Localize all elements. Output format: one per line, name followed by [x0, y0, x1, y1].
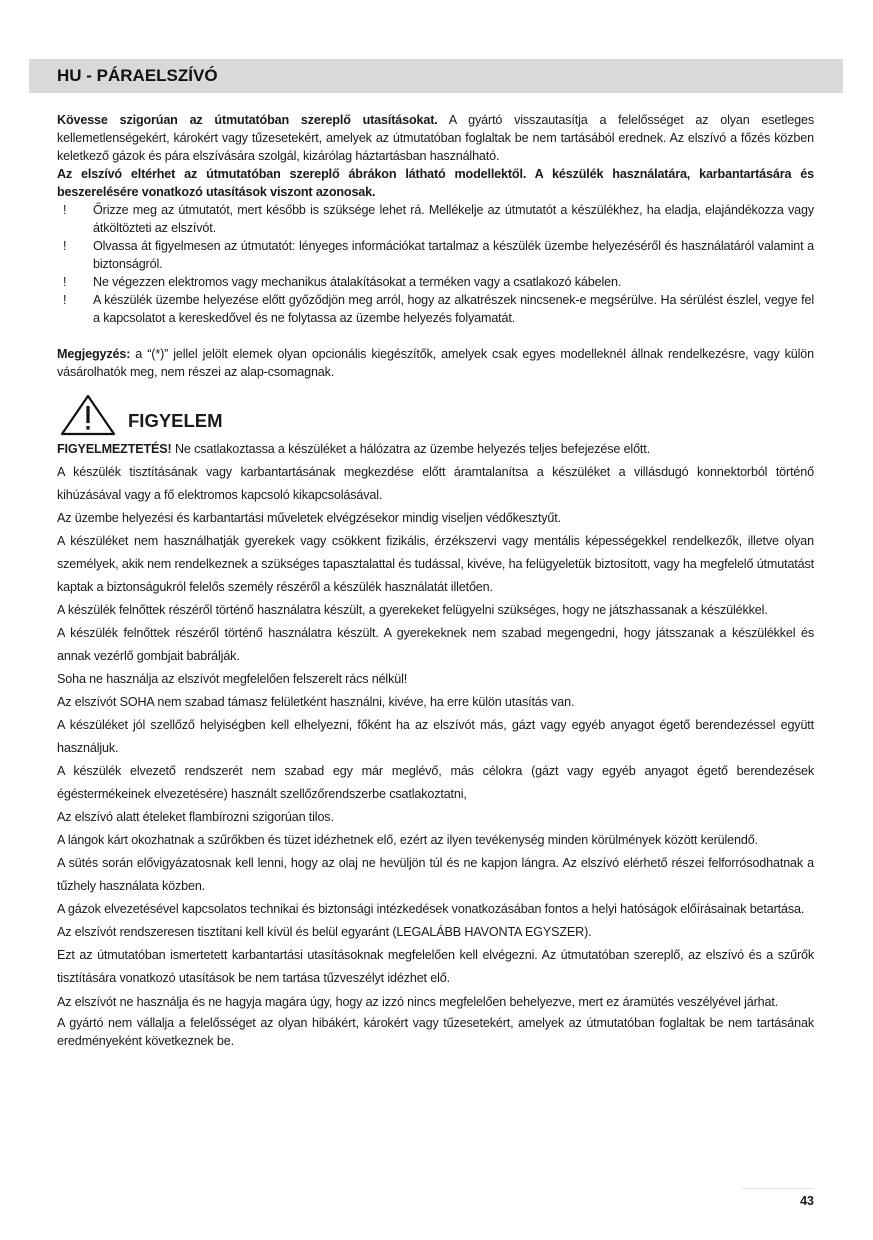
- note-label: Megjegyzés:: [57, 347, 131, 361]
- section-header-bar: [29, 59, 843, 93]
- list-item: [57, 201, 814, 237]
- warning-paragraph: Soha ne használja az elszívót megfelelően felszerelt rács nélkül!: [57, 672, 408, 686]
- list-item-text: Olvassa át figyelmesen az útmutatót: lényeges információkat tartalmaz a készülék üzembe helyezéséről és használatáról valamint a biztonságról.: [93, 239, 814, 271]
- warning-paragraph: A lángok kárt okozhatnak a szűrőkben és tüzet idézhetnek elő, ezért az ilyen tevékenység minden körülmények között kerülendő.: [57, 833, 758, 847]
- warning-lead-text: Ne csatlakoztassa a készüléket a hálózatra az üzembe helyezés teljes befejezése előtt.: [171, 442, 650, 456]
- list-item-text: Őrizze meg az útmutatót, mert később is szüksége lehet rá. Mellékelje az útmutatót a készülékhez, ha eladja, elajándékozza vagy átköltözteti az elszívót.: [93, 203, 814, 235]
- intro-text: A gyártó visszautasítja a felelősséget az olyan esetleges kellemetlenségekért, károkért vagy tűzesetekért, amelyek az útmutatóban foglaltak be nem tartásából erednek. Az elszívó a főzés közben keletkező gázok és pára elszívására szolgál, kizárólag háztartásban használható.: [57, 113, 814, 163]
- intro-bold-paragraph: [57, 165, 814, 201]
- warning-lead: [57, 438, 814, 461]
- warning-paragraph-liability: A gyártó nem vállalja a felelősséget az olyan hibákért, károkért vagy tűzesetekért, amelyek az útmutatóban foglaltak be nem tartásának eredményeként következnek be.: [57, 1016, 814, 1048]
- warning-paragraph: A készüléket jól szellőző helyiségben kell elhelyezni, főként ha az elszívót más, gázt vagy egyéb anyagot égető berendezéssel együtt használjuk.: [57, 718, 814, 755]
- warning-paragraph-bulb: Az elszívót ne használja és ne hagyja magára úgy, hogy az izzó nincs megfelelően behelyezve, mert ez áramütés veszélyével járhat.: [57, 995, 779, 1009]
- intro-bold-lead: Kövesse szigorúan az útmutatóban szereplő utasításokat.: [57, 113, 438, 127]
- warning-paragraph: Az elszívót rendszeresen tisztítani kell kívül és belül egyaránt (LEGALÁBB HAVONTA EGYSZER).: [57, 925, 592, 939]
- exclamation-icon: !: [63, 293, 67, 307]
- list-item-text: Ne végezzen elektromos vagy mechanikus átalakításokat a terméken vagy a csatlakozó kábelen.: [93, 275, 622, 289]
- warning-paragraph: Az elszívó alatt ételeket flambírozni szigorúan tilos.: [57, 810, 334, 824]
- exclamation-icon: !: [63, 239, 67, 253]
- warning-lead-bold: FIGYELMEZTETÉS!: [57, 442, 172, 456]
- footer-divider: [742, 1188, 814, 1189]
- warning-paragraph: A készülék tisztításának vagy karbantartásának megkezdése előtt áramtalanítsa a készüléket a villásdugó konnektorból történő kihúzásával vagy a fő elektromos kapcsoló kikapcsolásával.: [57, 465, 814, 502]
- warning-paragraph: Az üzembe helyezési és karbantartási műveletek elvégzésekor mindig viseljen védőkesztyűt.: [57, 511, 561, 525]
- exclamation-icon: !: [63, 275, 67, 289]
- list-item-text: A készülék üzembe helyezése előtt győződjön meg arról, hogy az alkatrészek nincsenek-e megsérülve. Ha sérülést észlel, vegye fel a kapcsolatot a kereskedővel és ne folytassa az üzembe helyezés folyamatát.: [93, 293, 814, 325]
- warning-header: [57, 392, 814, 438]
- list-item: [57, 237, 814, 273]
- list-item: [57, 291, 814, 327]
- warning-paragraph: A készüléket nem használhatják gyerekek vagy csökkent fizikális, érzékszervi vagy mentális képességekkel rendelkezők, illetve olyan személyek, akik nem rendelkeznek a szükséges tapasztalattal és tudással, kivéve, ha felügyeletük biztosított, vagy ha megfelelő útmutatást kaptak a biztonságukról felelős személy részéről a készülék használatát illetően.: [57, 534, 814, 594]
- warning-paragraph: A sütés során elővigyázatosnak kell lenni, hogy az olaj ne hevüljön túl és ne kapjon lángra. Az elszívó elérhető részei felforrósodhatnak a tűzhely használata közben.: [57, 856, 814, 893]
- warning-paragraph: Az elszívót SOHA nem szabad támasz felületként használni, kivéve, ha erre külön utasítás van.: [57, 695, 575, 709]
- exclamation-icon: !: [63, 203, 67, 217]
- warning-title: FIGYELEM: [128, 410, 223, 431]
- instruction-list: [57, 201, 814, 327]
- spacer: [57, 327, 814, 345]
- warning-paragraph: A gázok elvezetésével kapcsolatos technikai és biztonsági intézkedések vonatkozásában fontos a helyi hatóságok előírásainak betartása.: [57, 902, 805, 916]
- model-difference-note: Az elszívó eltérhet az útmutatóban szereplő ábrákon látható modellektől. A készülék használatára, karbantartására és beszerelésére vonatkozó utasítások viszont azonosak.: [57, 167, 814, 199]
- list-item: [57, 273, 814, 291]
- document-body: [57, 111, 814, 1052]
- warning-paragraph: A készülék elvezető rendszerét nem szabad egy már meglévő, más célokra (gázt vagy egyéb anyagot égető berendezések égéstermékeinek elvezetésére) használt szellőzőrendszerbe csatlakoztatni,: [57, 764, 814, 801]
- warning-triangle-icon: [59, 393, 117, 437]
- warning-paragraph: A készülék felnőttek részéről történő használatra készült, a gyerekeket felügyelni szükséges, hogy ne játszhassanak a készülékkel.: [57, 603, 768, 617]
- warning-paragraph: Ezt az útmutatóban ismertetett karbantartási utasításoknak megfelelően kell elvégezni. Az útmutatóban szereplő, az elszívó és a szűrők tisztítására vonatkozó utasítások be nem tartása tűzveszélyt idézhet elő.: [57, 948, 814, 985]
- note-text: a “(*)” jellel jelölt elemek olyan opcionális kiegészítők, amelyek csak egyes modelleknél állnak rendelkezésre, vagy külön vásárolhatók meg, nem részei az alap-csomagnak.: [57, 347, 814, 379]
- note-paragraph: [57, 345, 814, 381]
- intro-paragraph: [57, 111, 814, 165]
- warning-paragraph: A készülék felnőttek részéről történő használatra készült. A gyerekeknek nem szabad megengedni, hogy játsszanak a készülékkel és annak vezérlő gombjait babrálják.: [57, 626, 814, 663]
- page-number: 43: [800, 1194, 814, 1208]
- warning-body: [57, 438, 814, 1050]
- page-title: HU - PÁRAELSZÍVÓ: [57, 66, 218, 85]
